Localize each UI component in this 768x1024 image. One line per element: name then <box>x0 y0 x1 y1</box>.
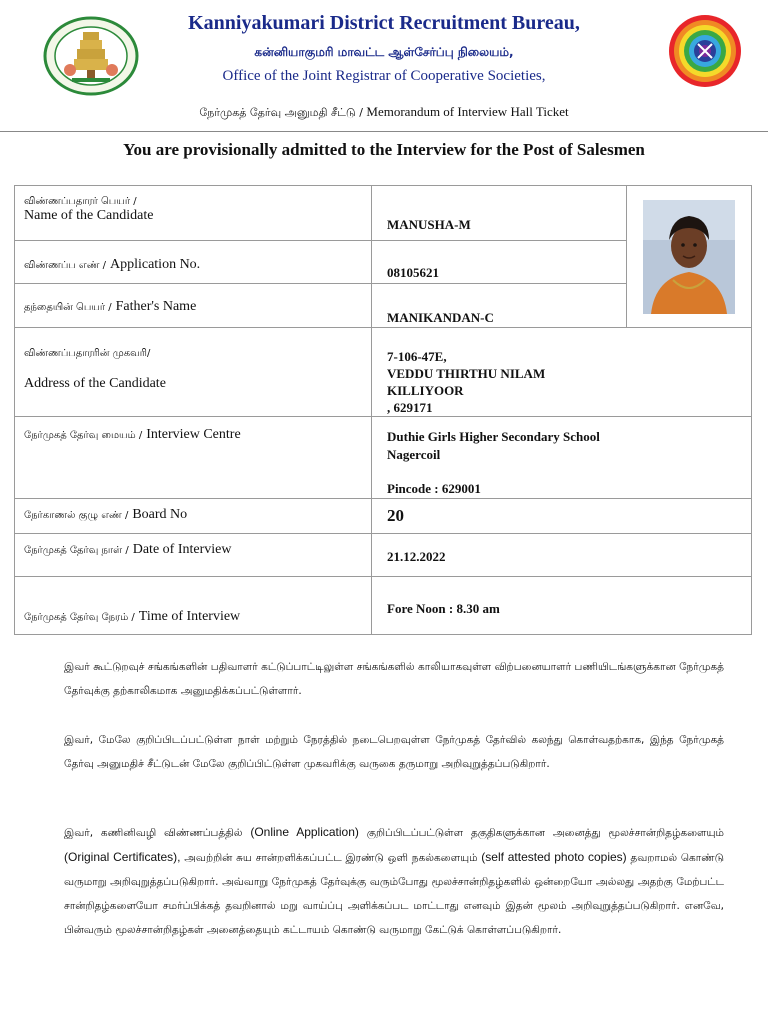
time-label-english: Time of Interview <box>138 609 241 624</box>
name-label-english: Name of the Candidate <box>24 208 154 223</box>
board-label-english: Board No <box>132 507 188 522</box>
date-label-cell <box>15 534 372 577</box>
father-label-tamil: தந்தையின் பெயர் / <box>24 302 112 313</box>
memo-title-english: Memorandum of Interview Hall Ticket <box>366 104 569 119</box>
father-label-cell <box>15 284 372 328</box>
date-label-tamil: நேர்முகத் தேர்வு நாள் / <box>24 545 129 556</box>
instruction-paragraph-1: இவர் கூட்டுறவுச் சங்கங்களின் பதிவாளர் கட்டுப்பாட்டிலுள்ள சங்கங்களில் காலியாகவுள்ள விற்பனையாளர் பணியிடங்களுக்கான நேர்முகத் தேர்வுக்கு தற்காலிகமாக அனுமதிக்கப்பட்டுள்ளார். <box>64 661 724 697</box>
candidate-name: MANUSHA-M <box>387 217 471 232</box>
paragraph-text: குறிப்பிடப்பட்டுள்ள தகுதிகளுக்கான அனைத்து மூலச்சான்றிதழ்களையும் <box>358 827 724 839</box>
candidate-photo <box>643 200 735 314</box>
board-value-cell <box>372 499 752 534</box>
address-label-tamil: விண்ணப்பதாரரின் முகவரி/ <box>24 348 151 359</box>
table-row <box>15 534 752 577</box>
father-label-english: Father's Name <box>115 299 197 314</box>
date-label-english: Date of Interview <box>132 542 232 557</box>
memo-separator: / <box>355 106 367 119</box>
instruction-paragraph-3 <box>64 820 724 942</box>
name-value-cell <box>372 186 627 241</box>
address-value-cell <box>372 328 752 417</box>
admission-statement: You are provisionally admitted to the Interview for the Post of Salesmen <box>123 140 645 159</box>
interview-time: Fore Noon : 8.30 am <box>387 601 500 616</box>
document-header <box>0 0 768 132</box>
paragraph-text: தவறாமல் கொண்டு வருமாறு அறிவுறுத்தப்படுகிறார். அவ்வாறு நேர்முகத் தேர்வுக்கு வரும்போது மூலச்சான்றிதழ்களில் ஒன்றையோ அல்லது அதற்கு மேற்பட்ட சான்றிதழ்களையோ சமர்ப்பிக்கத் தவறினால் மறு வாய்ப்பு அளிக்கப்பட மாட்டாது எனவும் இதன் மூலம் அறிவுறுத்தப்படுகிறார். எனவே, பின்வரும் மூலச்சான்றிதழ்கள் அனைத்தையும் கட்டாயம் கொண்டு வருமாறு கேட்டுக் கொள்ளப்படுகிறார். <box>64 852 724 936</box>
paragraph-text-english: (Online Application) <box>250 825 359 839</box>
board-number: 20 <box>387 506 404 525</box>
time-label-cell <box>15 577 372 635</box>
father-value-cell <box>372 284 627 328</box>
candidate-details-table <box>14 185 752 635</box>
time-value-cell <box>372 577 752 635</box>
interview-date: 21.12.2022 <box>387 549 446 564</box>
centre-label-cell <box>15 417 372 499</box>
name-label-tamil: விண்ணப்பதாரர் பெயர் / <box>24 196 137 207</box>
application-number: 08105621 <box>387 265 439 280</box>
header-divider <box>0 131 768 132</box>
application-label-english: Application No. <box>109 257 201 272</box>
memo-title-tamil: நேர்முகத் தேர்வு அனுமதி சீட்டு <box>199 106 356 119</box>
paragraph-text-english: (self attested photo copies) <box>481 850 627 864</box>
centre-label-tamil: நேர்முகத் தேர்வு மையம் / <box>24 430 143 441</box>
paragraph-text-english: (Original Certificates), <box>64 850 181 864</box>
application-label-cell <box>15 241 372 284</box>
address-line: KILLIYOOR <box>387 383 464 398</box>
table-row <box>15 499 752 534</box>
centre-label-english: Interview Centre <box>146 427 241 442</box>
date-value-cell <box>372 534 752 577</box>
bureau-title: Kanniyakumari District Recruitment Bureau, <box>188 12 580 34</box>
address-line: , 629171 <box>387 400 433 415</box>
photo-cell <box>627 186 752 328</box>
time-label-tamil: நேர்முகத் தேர்வு நேரம் / <box>24 612 135 623</box>
instruction-paragraph-2: இவர், மேலே குறிப்பிடப்பட்டுள்ள நாள் மற்றும் நேரத்தில் நடைபெறவுள்ள நேர்முகத் தேர்வில் கலந்து கொள்வதற்காக, இந்த நேர்முகத் தேர்வு அனுமதிச் சீட்டுடன் மேலே குறிப்பிட்டுள்ள முகவரிக்கு வருகை தருமாறு அறிவுறுத்தப்படுகிறார். <box>64 734 724 770</box>
centre-name: Duthie Girls Higher Secondary School <box>387 429 600 444</box>
bureau-title-tamil: கன்னியாகுமரி மாவட்ட ஆள்சேர்ப்பு நிலையம், <box>254 45 514 59</box>
cooperative-rainbow-logo-icon <box>668 14 742 88</box>
table-row <box>15 328 752 417</box>
centre-city: Nagercoil <box>387 447 441 462</box>
address-label-english: Address of the Candidate <box>24 376 166 391</box>
address-line: VEDDU THIRTHU NILAM <box>387 366 546 381</box>
table-row <box>15 577 752 635</box>
father-name: MANIKANDAN-C <box>387 310 494 325</box>
application-label-tamil: விண்ணப்ப எண் / <box>24 260 106 271</box>
board-label-cell <box>15 499 372 534</box>
memo-title <box>0 104 768 121</box>
table-row <box>15 417 752 499</box>
office-name: Office of the Joint Registrar of Cooperative Societies, <box>222 68 546 84</box>
address-line: 7-106-47E, <box>387 349 447 364</box>
board-label-tamil: நேர்காணல் குழு எண் / <box>24 510 129 521</box>
centre-pincode: Pincode : 629001 <box>387 481 481 496</box>
paragraph-text: இவர், கணினிவழி விண்ணப்பத்தில் <box>64 827 251 839</box>
address-label-cell <box>15 328 372 417</box>
table-row <box>15 186 752 241</box>
application-value-cell <box>372 241 627 284</box>
paragraph-text: அவற்றின் சுய சான்றளிக்கப்பட்ட இரண்டு ஒளி நகல்களையும் <box>180 852 482 864</box>
name-label-cell <box>15 186 372 241</box>
centre-value-cell <box>372 417 752 499</box>
